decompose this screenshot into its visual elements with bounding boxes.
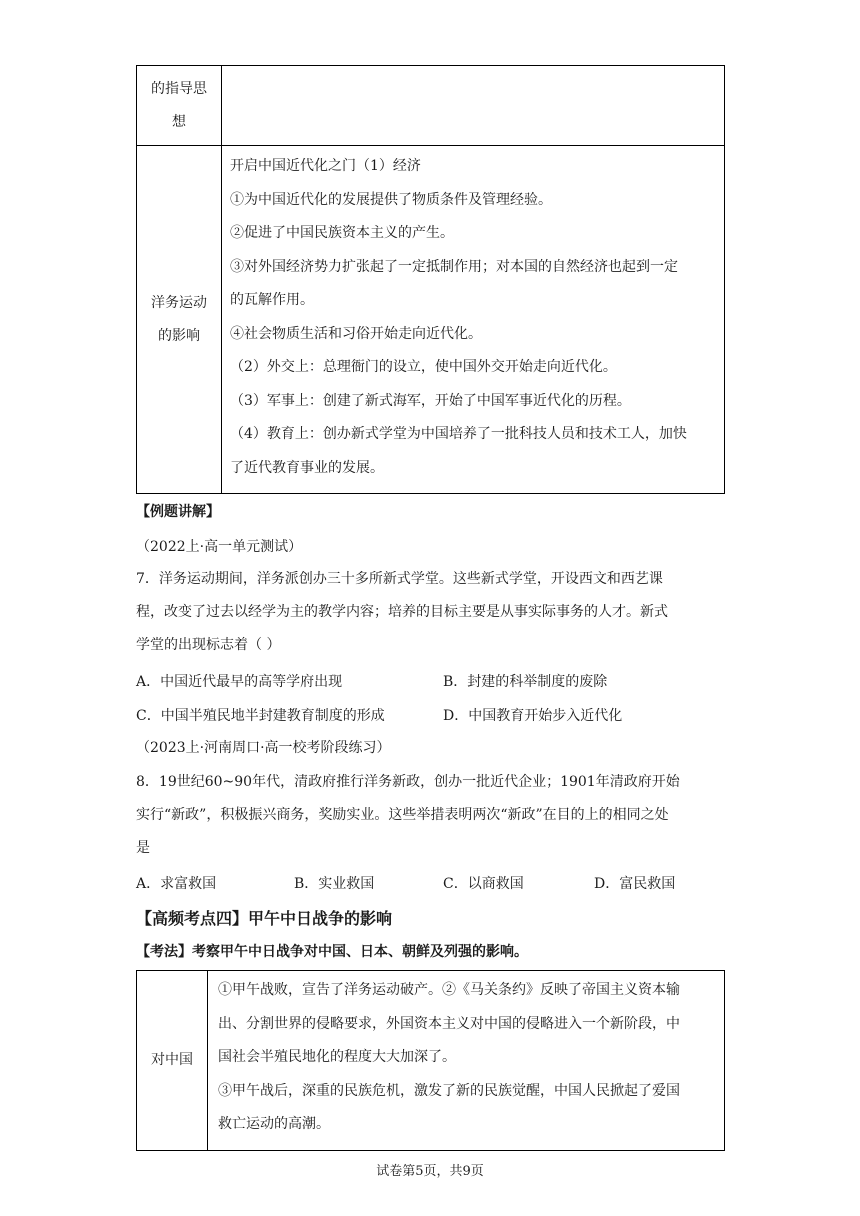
row-label-line: 的指导思 [151,80,207,97]
page-footer: 试卷第5页，共9页 [376,1164,484,1179]
example-heading: 【例题讲解】 [136,504,220,520]
q7-stem-line: 7．洋务运动期间，洋务派创办三十多所新式学堂。这些新式学堂，开设西文和西艺课 [136,571,663,587]
q8-stem-line: 8．19世纪60~90年代，清政府推行洋务新政，创办一批近代企业；1901年清政府开始 [136,774,680,790]
influence-table [136,65,725,494]
q7-option-d: D．中国教育开始步入近代化 [443,708,623,724]
content-line: （4）教育上：创办新式学堂为中国培养了一批科技人员和技术工人，加快 [230,426,687,442]
content-line: （2）外交上：总理衙门的设立，使中国外交开始走向近代化。 [230,359,617,375]
content-lines [230,150,724,485]
q7-option-b: B．封建的科举制度的废除 [443,674,608,690]
q7-stem [136,563,668,662]
table-row [137,146,725,494]
content-line: ①为中国近代化的发展提供了物质条件及管理经验。 [230,191,552,208]
row-label-cell [137,971,208,1151]
row-label: 对中国 [151,1052,193,1068]
content-line: 国社会半殖民地化的程度大大加深了。 [218,1049,456,1065]
section-heading: 【高频考点四】甲午中日战争的影响 [136,909,393,928]
q7-option-c: C．中国半殖民地半封建教育制度的形成 [136,708,385,724]
q8-option-b: B．实业救国 [294,876,375,892]
content-line: ②促进了中国民族资本主义的产生。 [230,225,454,241]
table-row [137,66,725,146]
row-label-line: 洋务运动 [151,294,207,311]
row-content-cell [222,146,725,494]
q7-stem-line: 程，改变了过去以经学为主的教学内容；培养的目标主要是从事实际事务的人才。新式 [136,604,668,620]
row-label [137,287,221,353]
content-line: 救亡运动的高潮。 [218,1116,330,1132]
content-line: 的瓦解作用。 [230,292,314,308]
content-line: ④社会物质生活和习俗开始走向近代化。 [230,325,482,342]
impact-table [136,970,725,1151]
row-content-cell [222,66,725,146]
row-label-cell [137,146,222,494]
row-label [137,73,221,139]
q8-stem [136,766,680,865]
q8-stem-line: 实行“新政”，积极振兴商务，奖励实业。这些举措表明两次“新政”在目的上的相同之处 [136,807,669,823]
method-line: 【考法】考察甲午中日战争对中国、日本、朝鲜及列强的影响。 [136,944,528,960]
row-content-cell [208,971,725,1151]
q7-source: （2022上·高一单元测试） [136,539,303,555]
content-line: 出、分割世界的侵略要求，外国资本主义对中国的侵略进入一个新阶段，中 [218,1015,680,1032]
q8-source: （2023上·河南周口·高一校考阶段练习） [136,740,391,756]
content-line: 了近代教育事业的发展。 [230,459,384,476]
q8-option-a: A．求富救国 [136,876,217,892]
table-row [137,971,725,1151]
content-line: 开启中国近代化之门（1）经济 [230,158,421,174]
q8-option-c: C．以商救国 [443,876,524,892]
content-line: （3）军事上：创建了新式海军，开始了中国军事近代化的历程。 [230,392,631,409]
q7-stem-line: 学堂的出现标志着（ ） [136,637,281,653]
q8-stem-line: 是 [136,840,150,856]
row-label-cell [137,66,222,146]
row-label-line: 的影响 [158,327,200,344]
content-line: ①甲午战败，宣告了洋务运动破产。②《马关条约》反映了帝国主义资本输 [218,982,680,998]
q8-option-d: D．富民救国 [594,876,676,892]
content-line: ③甲午战后，深重的民族危机，激发了新的民族觉醒，中国人民掀起了爱国 [218,1082,680,1099]
content-line: ③对外国经济势力扩张起了一定抵制作用；对本国的自然经济也起到一定 [230,258,678,275]
content-lines [218,974,724,1142]
q7-option-a: A．中国近代最早的高等学府出现 [136,674,343,690]
row-label-line: 想 [172,113,186,130]
